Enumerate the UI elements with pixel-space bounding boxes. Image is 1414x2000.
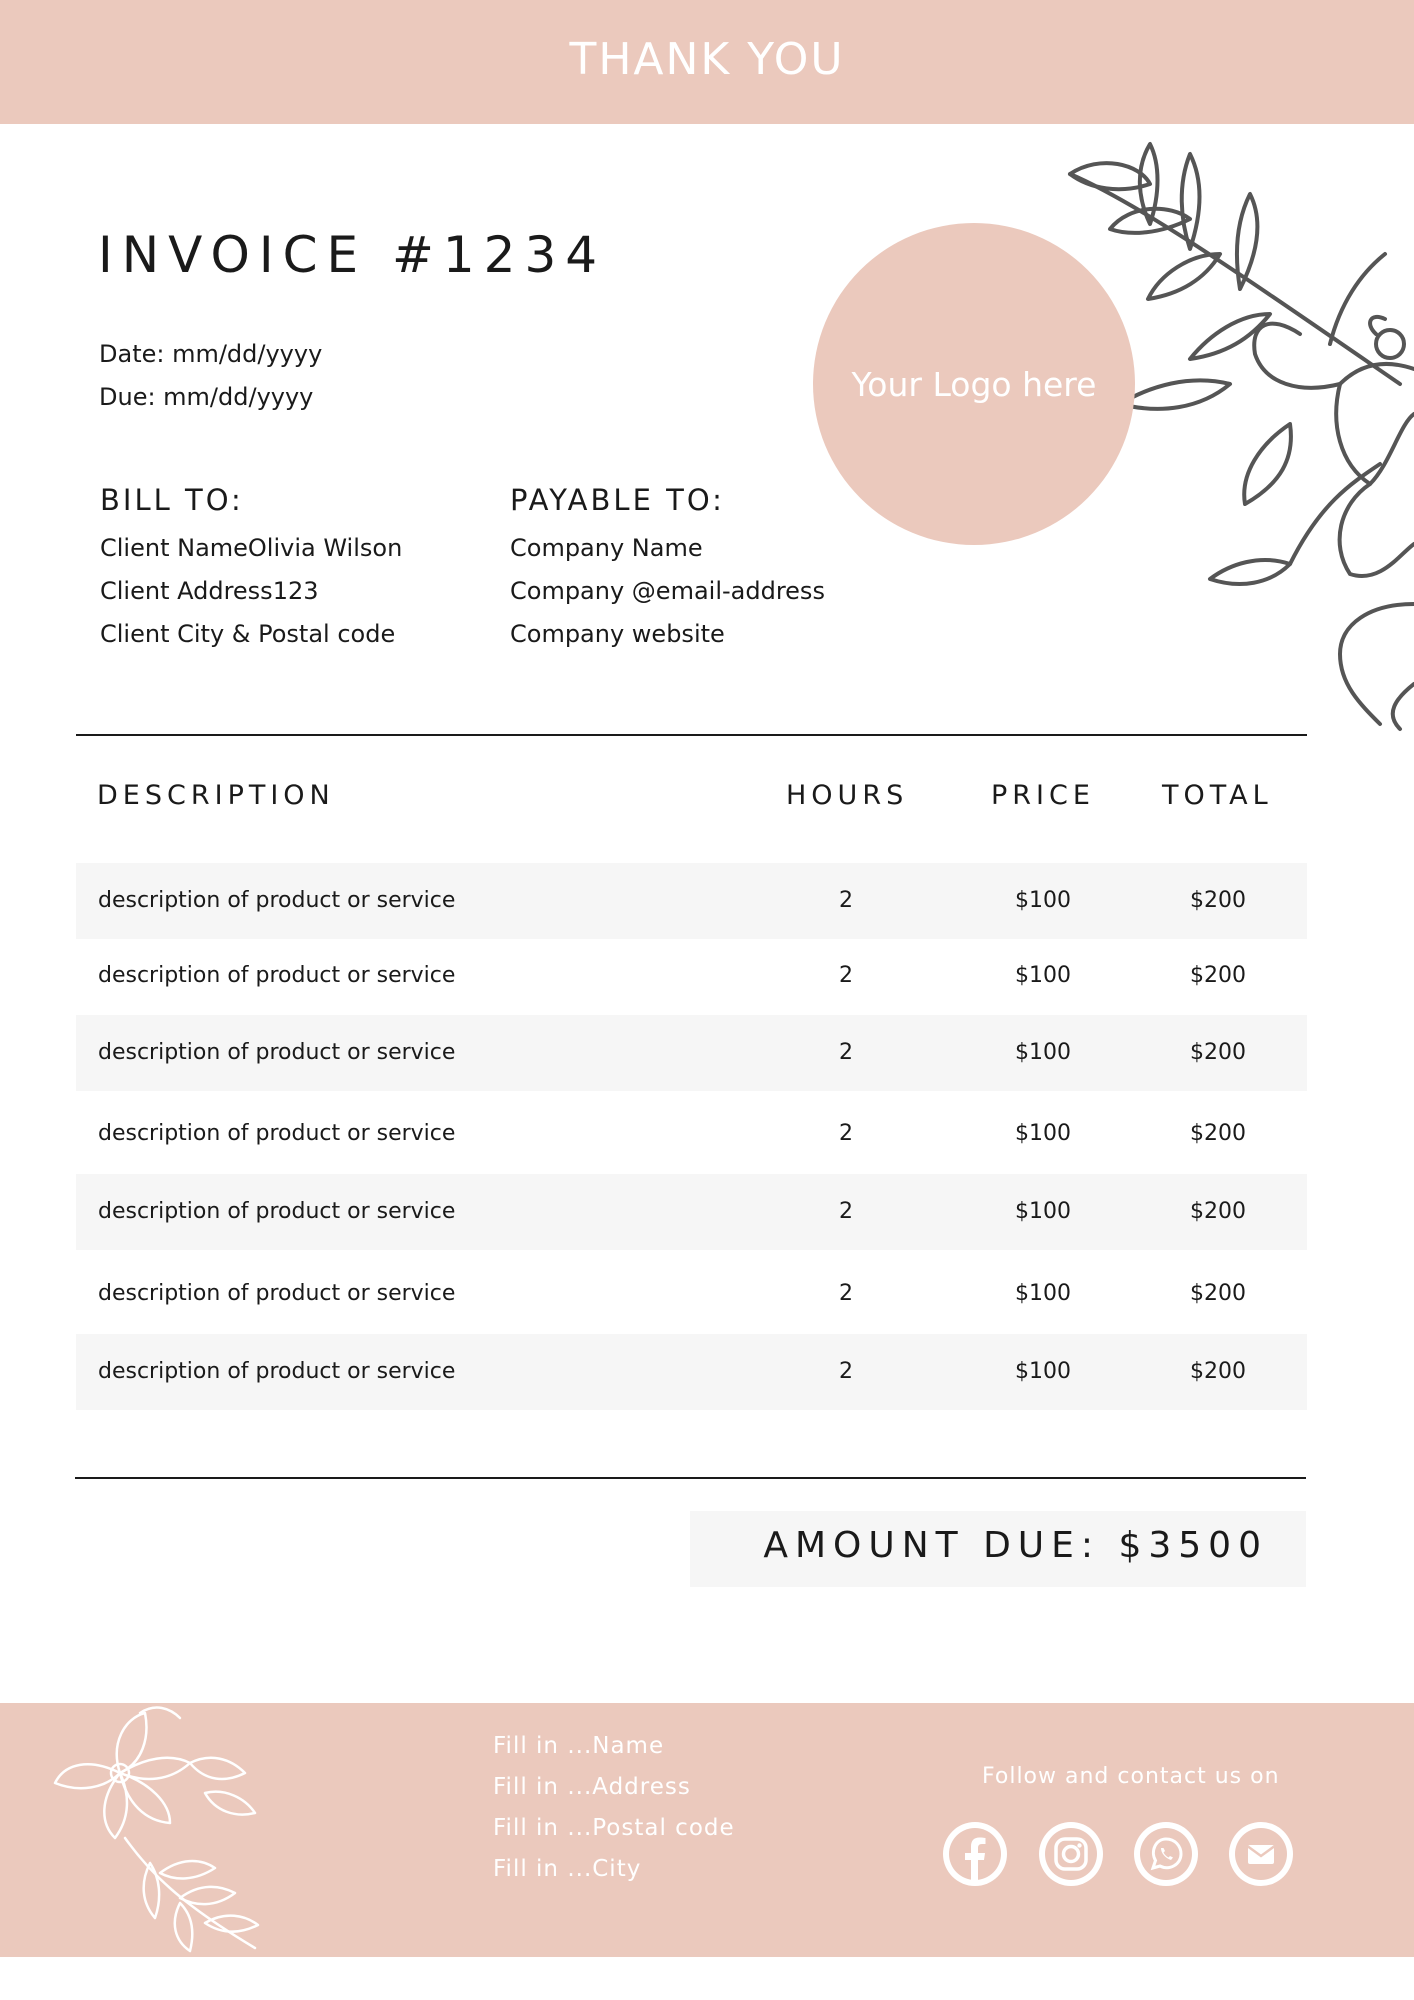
table-row [76, 1256, 1307, 1332]
row-description: description of product or service [98, 1121, 456, 1146]
row-total: $200 [1190, 1199, 1246, 1224]
footer-floral-illustration [30, 1703, 270, 1957]
row-total: $200 [1190, 963, 1246, 988]
row-total: $200 [1190, 888, 1246, 913]
row-price: $100 [1015, 1359, 1071, 1384]
row-hours: 2 [839, 1040, 853, 1065]
bill-to-heading: BILL TO: [100, 483, 244, 517]
thank-you-banner [0, 0, 1414, 124]
table-row [76, 1015, 1307, 1091]
row-hours: 2 [839, 1199, 853, 1224]
row-total: $200 [1190, 1359, 1246, 1384]
table-top-divider [76, 734, 1307, 736]
bill-to-line: Client City & Postal code [100, 620, 396, 648]
row-description: description of product or service [98, 1359, 456, 1384]
row-hours: 2 [839, 1281, 853, 1306]
column-header-hours: HOURS [786, 780, 909, 811]
row-description: description of product or service [98, 888, 456, 913]
bill-to-line: Client NameOlivia Wilson [100, 534, 403, 562]
table-bottom-divider [75, 1477, 1306, 1479]
logo-text: Your Logo here [851, 364, 1097, 404]
whatsapp-icon[interactable] [1134, 1822, 1198, 1886]
row-description: description of product or service [98, 1040, 456, 1065]
facebook-icon[interactable] [943, 1822, 1007, 1886]
table-row [76, 1096, 1307, 1172]
row-price: $100 [1015, 1281, 1071, 1306]
invoice-date: Date: mm/dd/yyyy [99, 340, 323, 368]
row-description: description of product or service [98, 1199, 456, 1224]
bill-to-line: Client Address123 [100, 577, 319, 605]
instagram-icon[interactable] [1039, 1822, 1103, 1886]
footer-postal-code: Fill in ...Postal code [493, 1815, 735, 1841]
row-price: $100 [1015, 888, 1071, 913]
amount-due: AMOUNT DUE: $3500 [763, 1525, 1268, 1566]
row-hours: 2 [839, 1359, 853, 1384]
row-total: $200 [1190, 1281, 1246, 1306]
invoice-due-date: Due: mm/dd/yyyy [99, 383, 314, 411]
row-description: description of product or service [98, 963, 456, 988]
footer-address: Fill in ...Address [493, 1774, 691, 1800]
logo-placeholder [813, 223, 1135, 545]
column-header-total: TOTAL [1162, 780, 1273, 811]
invoice-title: INVOICE #1234 [98, 226, 607, 284]
row-hours: 2 [839, 963, 853, 988]
row-price: $100 [1015, 1121, 1071, 1146]
row-total: $200 [1190, 1040, 1246, 1065]
footer-name: Fill in ...Name [493, 1733, 665, 1759]
row-price: $100 [1015, 963, 1071, 988]
payable-to-line: Company @email-address [510, 577, 825, 605]
row-total: $200 [1190, 1121, 1246, 1146]
table-row [76, 863, 1307, 939]
row-hours: 2 [839, 888, 853, 913]
follow-text: Follow and contact us on [982, 1764, 1280, 1789]
amount-due-box [690, 1511, 1306, 1587]
row-price: $100 [1015, 1199, 1071, 1224]
banner-text: THANK YOU [569, 34, 845, 85]
payable-to-line: Company Name [510, 534, 703, 562]
table-row [76, 938, 1307, 1014]
table-row [76, 1174, 1307, 1250]
row-hours: 2 [839, 1121, 853, 1146]
row-price: $100 [1015, 1040, 1071, 1065]
payable-to-heading: PAYABLE TO: [510, 483, 725, 517]
column-header-price: PRICE [991, 780, 1095, 811]
row-description: description of product or service [98, 1281, 456, 1306]
payable-to-line: Company website [510, 620, 725, 648]
column-header-description: DESCRIPTION [97, 780, 335, 811]
table-row [76, 1334, 1307, 1410]
email-icon[interactable] [1229, 1822, 1293, 1886]
footer-city: Fill in ...City [493, 1856, 642, 1882]
